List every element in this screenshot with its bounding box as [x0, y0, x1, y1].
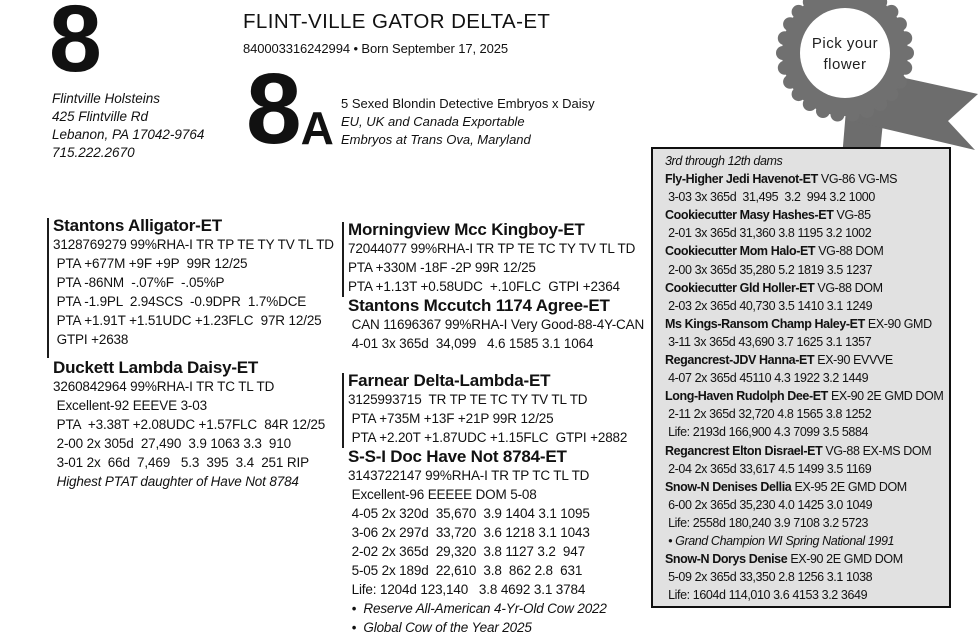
dam-record-line: Life: 1604d 114,010 3.6 4153 3.2 3649: [665, 588, 868, 603]
breeder-address: [52, 90, 204, 162]
dam-score: VG-86 VG-MS: [817, 172, 898, 187]
animal-name: Stantons Alligator-ET: [53, 216, 222, 235]
dam-record-line: 2-01 3x 365d 31,360 3.8 1195 3.2 1002: [665, 226, 872, 241]
pedigree-line: PTA +2.20T +1.87UDC +1.15FLC GTPI +2882: [348, 430, 628, 445]
pedigree-line: PTA +1.91T +1.51UDC +1.23FLC 97R 12/25: [53, 313, 322, 328]
dam-record-line: 2-00 3x 365d 35,280 5.2 1819 3.5 1237: [665, 262, 873, 277]
pedigree-line: PTA +1.13T +0.58UDC +.10FLC GTPI +2364: [348, 279, 620, 294]
pedigree-line: 2-02 2x 365d 29,320 3.8 1127 3.2 947: [348, 544, 585, 559]
pedigree-line: PTA +735M +13F +21P 99R 12/25: [348, 411, 554, 426]
dam-name: Regancrest Elton Disrael-ET: [665, 443, 823, 458]
dam-name-line: [665, 206, 943, 224]
animal-title: FLINT-VILLE GATOR DELTA-ET: [243, 10, 551, 33]
animal-name: Duckett Lambda Daisy-ET: [53, 358, 259, 377]
dam-record-line: Life: 2558d 180,240 3.9 7108 3.2 5723: [665, 515, 869, 530]
pedigree-line: Excellent-92 EEEVE 3-03: [53, 398, 207, 413]
dam-record-line: 4-07 2x 365d 45110 4.3 1922 3.2 1449: [665, 371, 869, 386]
address-line: Lebanon, PA 17042-9764: [52, 127, 205, 142]
dam-name: Cookiecutter Gld Holler-ET: [665, 280, 815, 295]
dam-score: EX-90 GMD: [864, 316, 932, 331]
pedigree-column-middle: [342, 220, 664, 634]
pedigree-line: Highest PTAT daughter of Have Not 8784: [53, 474, 299, 489]
dam-record-line: Life: 2193d 166,900 4.3 7099 3.5 5884: [665, 425, 869, 440]
pedigree-line: 3125993715 TR TP TE TC TY TV TL TD: [348, 392, 588, 407]
dam-record-line: 5-09 2x 365d 33,350 2.8 1256 3.1 1038: [665, 570, 873, 585]
dam-record-line: 2-04 2x 365d 33,617 4.5 1499 3.5 1169: [665, 461, 872, 476]
dam-name-line: [665, 478, 943, 496]
pedigree-block: [342, 296, 664, 353]
pedigree-line: • Reserve All-American 4-Yr-Old Cow 2022: [348, 601, 607, 616]
dam-name-line: [665, 442, 943, 460]
dam-score: EX-90 2E GMD DOM: [787, 552, 903, 567]
registration-birthdate: 840003316242994 • Born September 17, 2025: [243, 41, 509, 56]
dam-score: EX-90 2E GMD DOM: [827, 389, 944, 404]
dams-list: [665, 170, 943, 604]
dam-name-line: [665, 550, 943, 568]
dam-entry: [665, 206, 943, 242]
dam-score: VG-88 DOM: [814, 280, 883, 295]
pedigree-block: [342, 371, 664, 447]
dam-name: Snow-N Dorys Denise: [665, 552, 788, 567]
pedigree-line: 3-01 2x 66d 7,469 5.3 395 3.4 251 RIP: [53, 455, 309, 470]
pedigree-line: PTA -1.9PL 2.94SCS -0.9DPR 1.7%DCE: [53, 294, 307, 309]
offering-line: 5 Sexed Blondin Detective Embryos x Daisy: [341, 96, 595, 111]
rosette-center: [800, 8, 890, 98]
sub-lot-number: [246, 53, 334, 165]
pedigree-line: Excellent-96 EEEEE DOM 5-08: [348, 487, 537, 502]
badge-text-line1: Pick your: [811, 35, 879, 52]
lot-number: 8: [49, 0, 100, 92]
pedigree-line: PTA -86NM -.07%F -.05%P: [53, 275, 225, 290]
dam-name: Cookiecutter Masy Hashes-ET: [665, 208, 834, 223]
pedigree-line: 2-00 2x 305d 27,490 3.9 1063 3.3 910: [53, 436, 291, 451]
dam-name: Cookiecutter Mom Halo-ET: [665, 244, 816, 259]
pedigree-line: Life: 1204d 123,140 3.8 4692 3.1 3784: [348, 582, 586, 597]
pedigree-block: [47, 216, 347, 349]
dam-entry: [665, 478, 943, 550]
dam-record-line: 6-00 2x 365d 35,230 4.0 1425 3.0 1049: [665, 497, 873, 512]
animal-name: Farnear Delta-Lambda-ET: [348, 371, 551, 390]
pedigree-line: 3128769279 99%RHA-I TR TP TE TY TV TL TD: [53, 237, 334, 252]
dams-heading: 3rd through 12th dams: [665, 154, 783, 168]
dam-name: Ms Kings-Ransom Champ Haley-ET: [665, 316, 865, 331]
header: [243, 10, 550, 56]
dams-box: [651, 147, 951, 608]
pedigree-line: 3143722147 99%RHA-I TR TP TC TL TD: [348, 468, 590, 483]
pedigree-line: PTA +330M -18F -2P 99R 12/25: [348, 260, 536, 275]
dam-name-line: [665, 279, 943, 297]
badge-text-line2: flower: [823, 56, 867, 73]
pedigree-column-left: [47, 216, 347, 491]
pedigree-block: [342, 447, 664, 634]
dam-entry: [665, 351, 943, 387]
dam-score: EX-90 EVVVE: [814, 353, 893, 368]
pedigree-line: 3-06 2x 297d 33,720 3.6 1218 3.1 1043: [348, 525, 590, 540]
dam-name-line: [665, 351, 943, 369]
dam-name: Regancrest-JDV Hanna-ET: [665, 353, 815, 368]
dam-name-line: [665, 387, 943, 405]
dam-score: VG-88 EX-MS DOM: [822, 443, 932, 458]
offering-line: EU, UK and Canada Exportable: [341, 114, 525, 129]
dam-entry: [665, 170, 943, 206]
dam-entry: [665, 315, 943, 351]
pedigree-line: 4-05 2x 320d 35,670 3.9 1404 3.1 1095: [348, 506, 590, 521]
pedigree-line: • Global Cow of the Year 2025: [348, 620, 532, 634]
dam-name-line: [665, 170, 943, 188]
dam-record-line: 3-11 3x 365d 43,690 3.7 1625 3.1 1357: [665, 334, 872, 349]
dam-record-line: 2-11 2x 365d 32,720 4.8 1565 3.8 1252: [665, 407, 872, 422]
pedigree-line: 72044077 99%RHA-I TR TP TE TC TY TV TL TD: [348, 241, 636, 256]
dam-entry: [665, 387, 943, 441]
dam-record-line: 2-03 2x 365d 40,730 3.5 1410 3.1 1249: [665, 298, 873, 313]
address-line: 715.222.2670: [52, 145, 135, 160]
pedigree-line: GTPI +2638: [53, 332, 129, 347]
dam-score: EX-95 2E GMD DOM: [791, 479, 907, 494]
pedigree-line: 5-05 2x 189d 22,610 3.8 862 2.8 631: [348, 563, 583, 578]
pedigree-line: PTA +677M +9F +9P 99R 12/25: [53, 256, 248, 271]
dam-score: VG-85: [833, 208, 871, 223]
offering-line: Embryos at Trans Ova, Maryland: [341, 132, 531, 147]
animal-name: Morningview Mcc Kingboy-ET: [348, 220, 585, 239]
dam-record-line: 3-03 3x 365d 31,495 3.2 994 3.2 1000: [665, 190, 875, 205]
pedigree-block: [47, 358, 347, 491]
dam-note: • Grand Champion WI Spring National 1991: [665, 533, 895, 548]
pedigree-block: [342, 220, 664, 296]
sub-lot-letter: A: [300, 102, 334, 155]
animal-name: S-S-I Doc Have Not 8784-ET: [348, 447, 567, 466]
address-line: 425 Flintville Rd: [52, 109, 149, 124]
dam-name: Long-Haven Rudolph Dee-ET: [665, 389, 828, 404]
dam-name-line: [665, 315, 943, 333]
sub-lot-digit: 8: [246, 53, 300, 165]
dam-name: Snow-N Denises Dellia: [665, 479, 792, 494]
animal-name: Stantons Mccutch 1174 Agree-ET: [348, 296, 610, 315]
dam-entry: [665, 442, 943, 478]
dam-entry: [665, 242, 943, 278]
dam-entry: [665, 550, 943, 604]
pedigree-line: PTA +3.38T +2.08UDC +1.57FLC 84R 12/25: [53, 417, 326, 432]
dam-name-line: [665, 242, 943, 260]
pedigree-line: 3260842964 99%RHA-I TR TC TL TD: [53, 379, 275, 394]
address-line: Flintville Holsteins: [52, 91, 161, 106]
dam-entry: [665, 279, 943, 315]
pedigree-line: CAN 11696367 99%RHA-I Very Good-88-4Y-CAN: [348, 317, 645, 332]
dam-name: Fly-Higher Jedi Havenot-ET: [665, 172, 818, 187]
dam-score: VG-88 DOM: [815, 244, 884, 259]
pedigree-line: 4-01 3x 365d 34,099 4.6 1585 3.1 1064: [348, 336, 594, 351]
offering-details: [341, 95, 595, 149]
